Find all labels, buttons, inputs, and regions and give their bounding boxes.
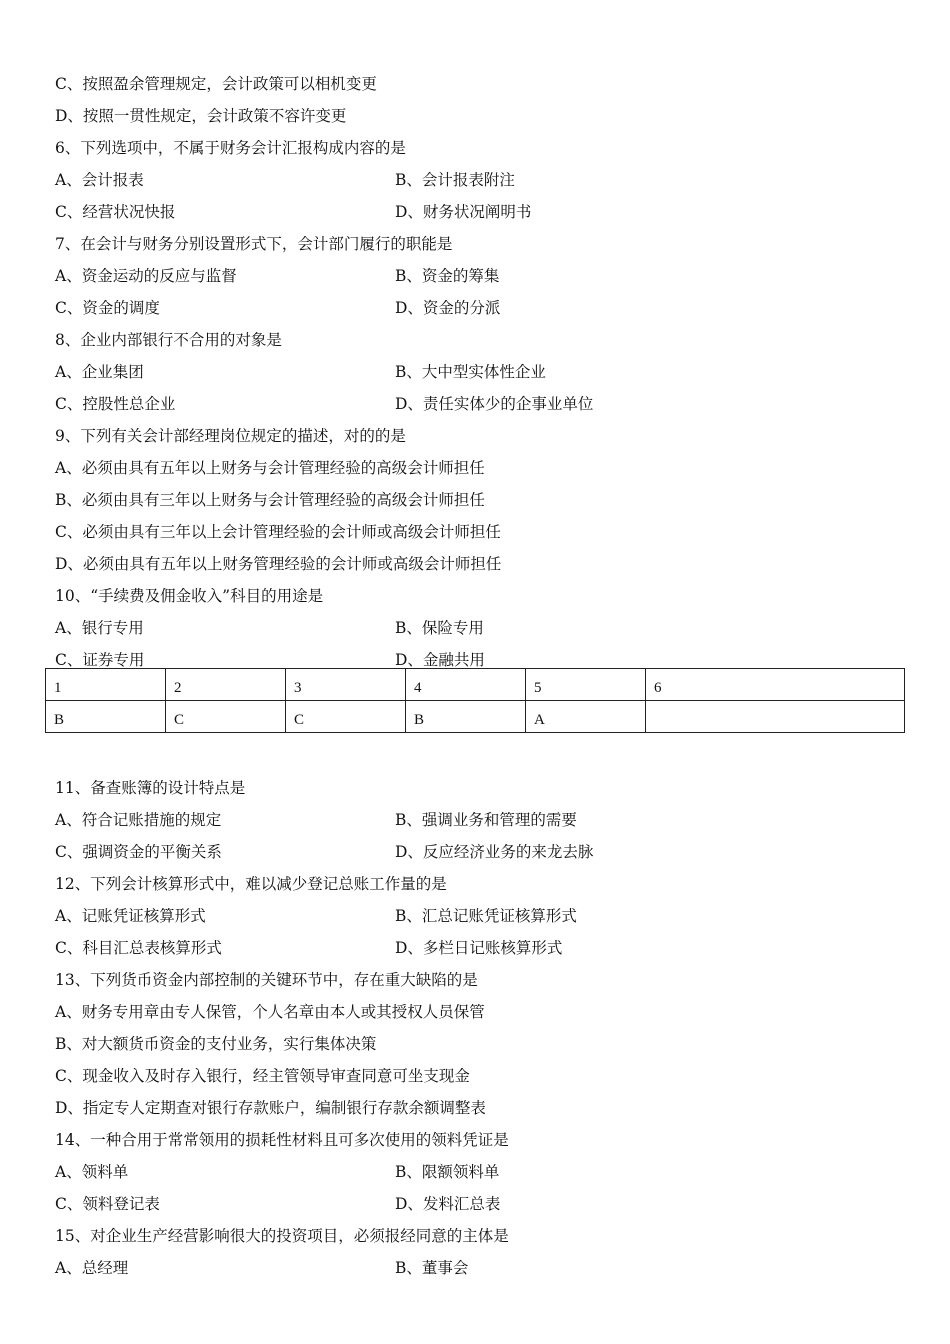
text-line <box>55 100 915 132</box>
line-text: A、财务专用章由专人保管，个人名章由本人或其授权人员保管 <box>55 1003 485 1021</box>
option-a: A、领料单 <box>55 1163 129 1181</box>
question-number-cell: 5 <box>526 669 646 701</box>
option-d: D、责任实体少的企事业单位 <box>395 395 594 413</box>
option-row <box>55 260 915 292</box>
answer-table-header-row <box>46 669 905 701</box>
option-c: C、科目汇总表核算形式 <box>55 939 222 957</box>
question-stem <box>55 420 915 452</box>
line-text: B、必须由具有三年以上财务与会计管理经验的高级会计师担任 <box>55 491 485 509</box>
option-line <box>55 548 915 580</box>
option-d: D、多栏日记账核算形式 <box>395 939 563 957</box>
option-line <box>55 484 915 516</box>
answer-cell: A <box>526 701 646 733</box>
option-b: B、限额领料单 <box>395 1163 500 1181</box>
answer-cell: C <box>166 701 286 733</box>
question-number-cell: 3 <box>286 669 406 701</box>
option-row <box>55 932 915 964</box>
option-c: C、控股性总企业 <box>55 395 176 413</box>
option-d: D、财务状况阐明书 <box>395 203 532 221</box>
option-line <box>55 996 915 1028</box>
answer-cell: C <box>286 701 406 733</box>
line-text: 14、一种合用于常常领用的损耗性材料且可多次使用的领料凭证是 <box>55 1131 509 1149</box>
question-number-cell: 1 <box>46 669 166 701</box>
option-line <box>55 452 915 484</box>
line-text: D、必须由具有五年以上财务管理经验的会计师或高级会计师担任 <box>55 555 502 573</box>
line-text: 8、企业内部银行不合用的对象是 <box>55 331 282 349</box>
line-text: 6、下列选项中，不属于财务会计汇报构成内容的是 <box>55 139 406 157</box>
option-d: D、金融共用 <box>395 651 485 669</box>
option-b: B、资金的筹集 <box>395 267 500 285</box>
answer-table <box>45 668 905 733</box>
line-text: 11、备查账簿的设计特点是 <box>55 779 246 797</box>
line-text: 13、下列货币资金内部控制的关键环节中，存在重大缺陷的是 <box>55 971 478 989</box>
option-a: A、记账凭证核算形式 <box>55 907 206 925</box>
line-text: A、必须由具有五年以上财务与会计管理经验的高级会计师担任 <box>55 459 485 477</box>
line-text: B、对大额货币资金的支付业务，实行集体决策 <box>55 1035 377 1053</box>
line-text: D、按照一贯性规定，会计政策不容许变更 <box>55 107 347 125</box>
line-text: 10、“手续费及佣金收入”科目的用途是 <box>55 587 324 605</box>
option-row <box>55 1188 915 1220</box>
option-b: B、大中型实体性企业 <box>395 363 546 381</box>
option-d: D、发料汇总表 <box>395 1195 501 1213</box>
option-c: C、领料登记表 <box>55 1195 160 1213</box>
question-stem <box>55 228 915 260</box>
line-text: C、现金收入及时存入银行，经主管领导审查同意可坐支现金 <box>55 1067 470 1085</box>
question-stem <box>55 1220 915 1252</box>
option-line <box>55 1092 915 1124</box>
option-row <box>55 836 915 868</box>
option-row <box>55 900 915 932</box>
option-c: C、证券专用 <box>55 651 145 669</box>
option-a: A、资金运动的反应与监督 <box>55 267 237 285</box>
option-d: D、反应经济业务的来龙去脉 <box>395 843 594 861</box>
option-row <box>55 164 915 196</box>
option-a: A、银行专用 <box>55 619 144 637</box>
question-stem <box>55 132 915 164</box>
option-line <box>55 1060 915 1092</box>
question-stem <box>55 324 915 356</box>
option-line <box>55 516 915 548</box>
question-stem <box>55 1124 915 1156</box>
option-b: B、董事会 <box>395 1259 469 1277</box>
questions-block-bottom <box>55 772 915 1284</box>
option-b: B、汇总记账凭证核算形式 <box>395 907 577 925</box>
text-line <box>55 68 915 100</box>
option-c: C、经营状况快报 <box>55 203 176 221</box>
option-line <box>55 1028 915 1060</box>
option-row <box>55 388 915 420</box>
option-a: A、会计报表 <box>55 171 144 189</box>
option-row <box>55 292 915 324</box>
line-text: D、指定专人定期查对银行存款账户，编制银行存款余额调整表 <box>55 1099 486 1117</box>
option-a: A、企业集团 <box>55 363 144 381</box>
question-number-cell: 4 <box>406 669 526 701</box>
option-row <box>55 196 915 228</box>
line-text: C、必须由具有三年以上会计管理经验的会计师或高级会计师担任 <box>55 523 501 541</box>
answer-table-answer-row <box>46 701 905 733</box>
line-text: 12、下列会计核算形式中，难以减少登记总账工作量的是 <box>55 875 447 893</box>
option-row <box>55 612 915 644</box>
question-stem <box>55 772 915 804</box>
question-stem <box>55 964 915 996</box>
line-text: 9、下列有关会计部经理岗位规定的描述，对的的是 <box>55 427 406 445</box>
option-d: D、资金的分派 <box>395 299 501 317</box>
line-text: 15、对企业生产经营影响很大的投资项目，必须报经同意的主体是 <box>55 1227 509 1245</box>
question-stem <box>55 868 915 900</box>
answer-cell: B <box>46 701 166 733</box>
answer-cell <box>646 701 905 733</box>
line-text: 7、在会计与财务分别设置形式下，会计部门履行的职能是 <box>55 235 453 253</box>
option-a: A、符合记账措施的规定 <box>55 811 222 829</box>
question-number-cell: 2 <box>166 669 286 701</box>
option-b: B、保险专用 <box>395 619 484 637</box>
option-b: B、强调业务和管理的需要 <box>395 811 577 829</box>
line-text: C、按照盈余管理规定，会计政策可以相机变更 <box>55 75 377 93</box>
option-c: C、资金的调度 <box>55 299 160 317</box>
answer-cell: B <box>406 701 526 733</box>
option-row <box>55 356 915 388</box>
option-c: C、强调资金的平衡关系 <box>55 843 222 861</box>
question-number-cell: 6 <box>646 669 905 701</box>
option-row <box>55 804 915 836</box>
option-row <box>55 1156 915 1188</box>
questions-block-top <box>55 68 915 676</box>
option-b: B、会计报表附注 <box>395 171 515 189</box>
question-stem <box>55 580 915 612</box>
option-row <box>55 1252 915 1284</box>
option-a: A、总经理 <box>55 1259 129 1277</box>
